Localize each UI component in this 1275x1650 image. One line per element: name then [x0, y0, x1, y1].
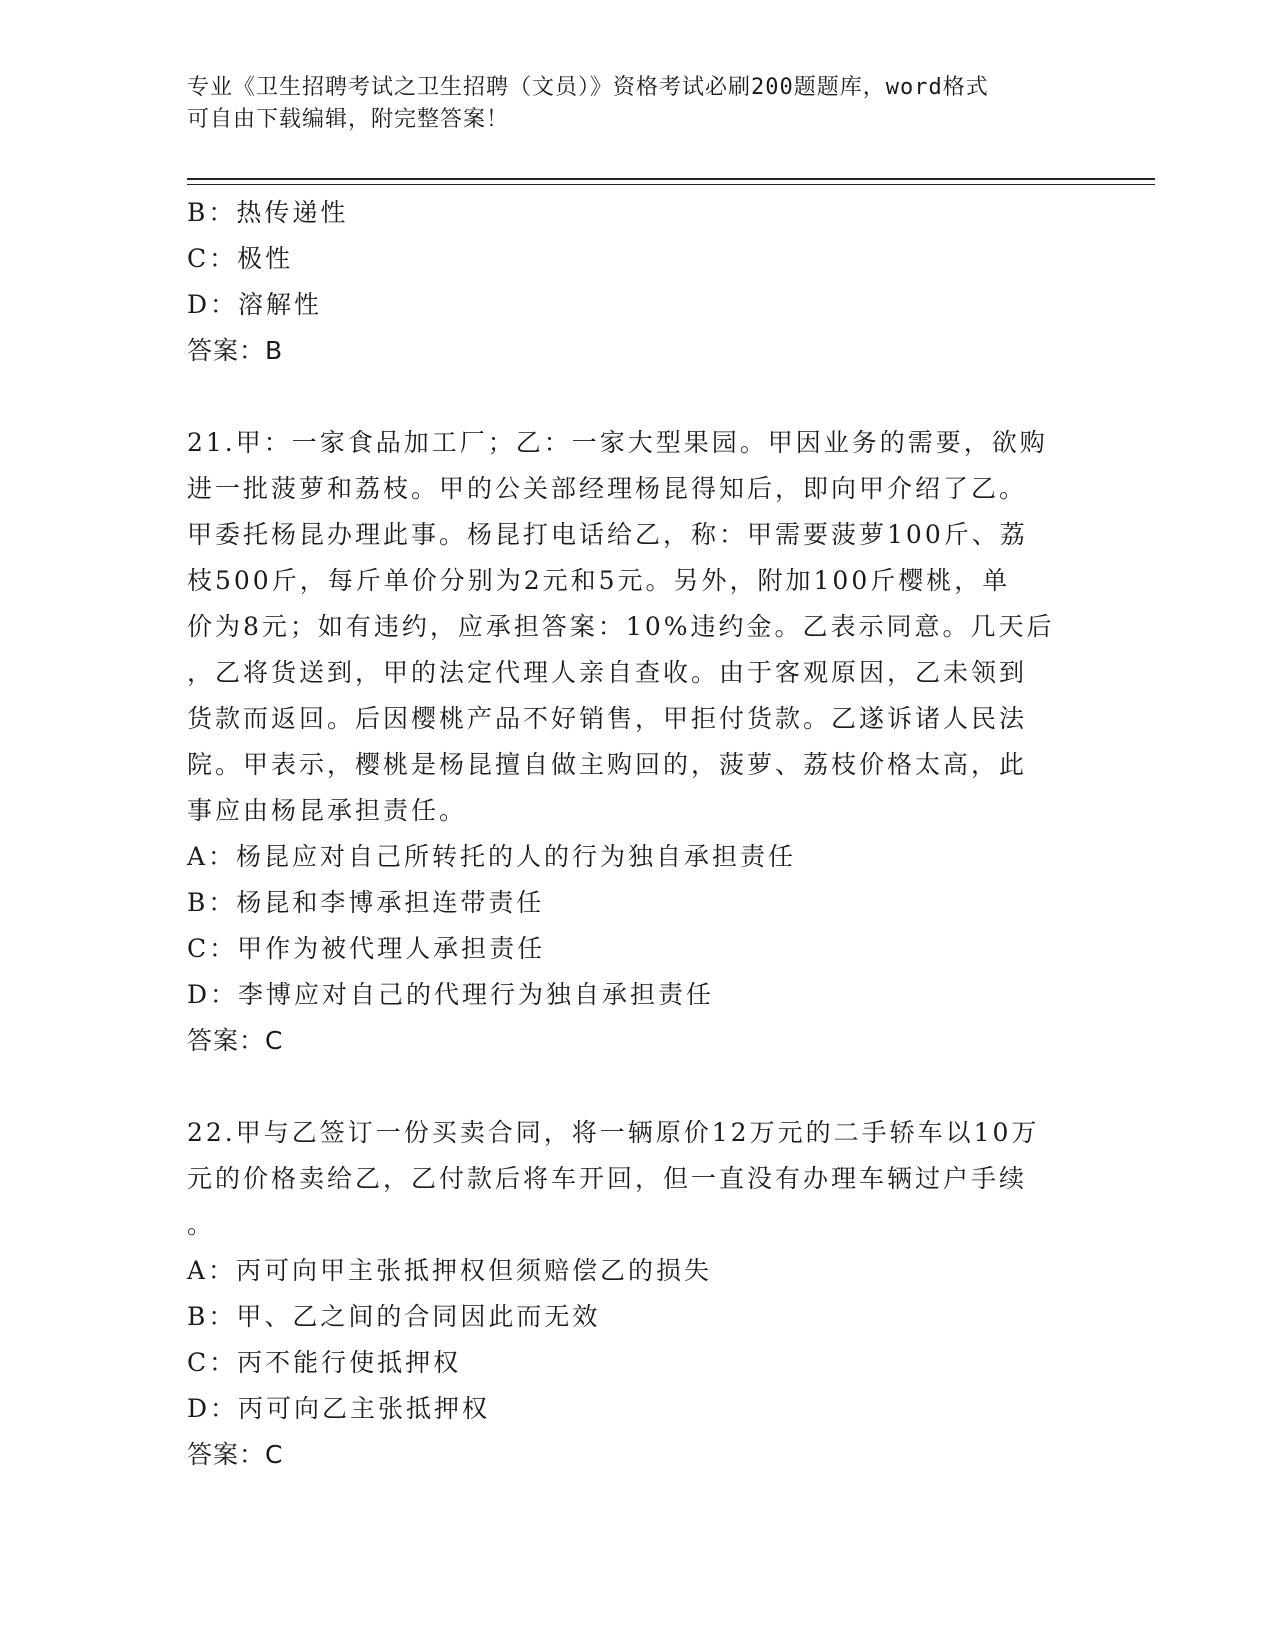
question-stem-line: 事应由杨昆承担责任。 [187, 796, 468, 825]
question-stem-line: 院。甲表示，樱桃是杨昆擅自做主购回的，菠萝、荔枝价格太高，此 [187, 750, 1028, 779]
answer-line: 答案：C [187, 1026, 284, 1055]
option-b: B：热传递性 [187, 198, 349, 227]
option-a: A：丙可向甲主张抵押权但须赔偿乙的损失 [187, 1256, 713, 1285]
answer-line: 答案：B [187, 336, 284, 365]
document-header [187, 72, 1067, 136]
question-21 [187, 420, 1067, 1064]
option-d: D：丙可向乙主张抵押权 [187, 1394, 491, 1423]
option-b: B：杨昆和李博承担连带责任 [187, 888, 545, 917]
option-c: C：丙不能行使抵押权 [187, 1348, 462, 1377]
question-stem-line: 元的价格卖给乙，乙付款后将车开回，但一直没有办理车辆过户手续 [187, 1164, 1028, 1193]
question-stem-line: 21.甲：一家食品加工厂；乙：一家大型果园。甲因业务的需要，欲购 [187, 428, 1048, 457]
header-title-line-2: 可自由下载编辑，附完整答案！ [187, 107, 510, 132]
header-divider-thick [187, 178, 1155, 180]
header-title-line-1: 专业《卫生招聘考试之卫生招聘（文员）》资格考试必刷200题题库，word格式 [187, 75, 989, 100]
option-c: C：甲作为被代理人承担责任 [187, 934, 546, 963]
question-stem-line: 甲委托杨昆办理此事。杨昆打电话给乙，称：甲需要菠萝100斤、荔 [187, 520, 1028, 549]
question-20-continued [187, 190, 1067, 374]
header-divider-thin [187, 184, 1155, 185]
question-stem-line: 价为8元；如有违约，应承担答案：10%违约金。乙表示同意。几天后 [187, 612, 1055, 641]
question-22 [187, 1110, 1067, 1478]
option-c: C：极性 [187, 244, 294, 273]
question-stem-line: 。 [187, 1210, 216, 1239]
option-a: A：杨昆应对自己所转托的人的行为独自承担责任 [187, 842, 797, 871]
document-body [187, 190, 1067, 1478]
question-stem-line: 货款而返回。后因樱桃产品不好销售，甲拒付货款。乙遂诉诸人民法 [187, 704, 1028, 733]
answer-line: 答案：C [187, 1440, 284, 1469]
question-stem-line: 22.甲与乙签订一份买卖合同，将一辆原价12万元的二手轿车以10万 [187, 1118, 1040, 1147]
question-stem-line: 枝500斤，每斤单价分别为2元和5元。另外，附加100斤樱桃，单 [187, 566, 1011, 595]
option-b: B：甲、乙之间的合同因此而无效 [187, 1302, 601, 1331]
option-d: D：李博应对自己的代理行为独自承担责任 [187, 980, 715, 1009]
question-stem-line: 进一批菠萝和荔枝。甲的公关部经理杨昆得知后，即向甲介绍了乙。 [187, 474, 1028, 503]
question-stem-line: ，乙将货送到，甲的法定代理人亲自查收。由于客观原因，乙未领到 [187, 658, 1028, 687]
option-d: D：溶解性 [187, 290, 323, 319]
